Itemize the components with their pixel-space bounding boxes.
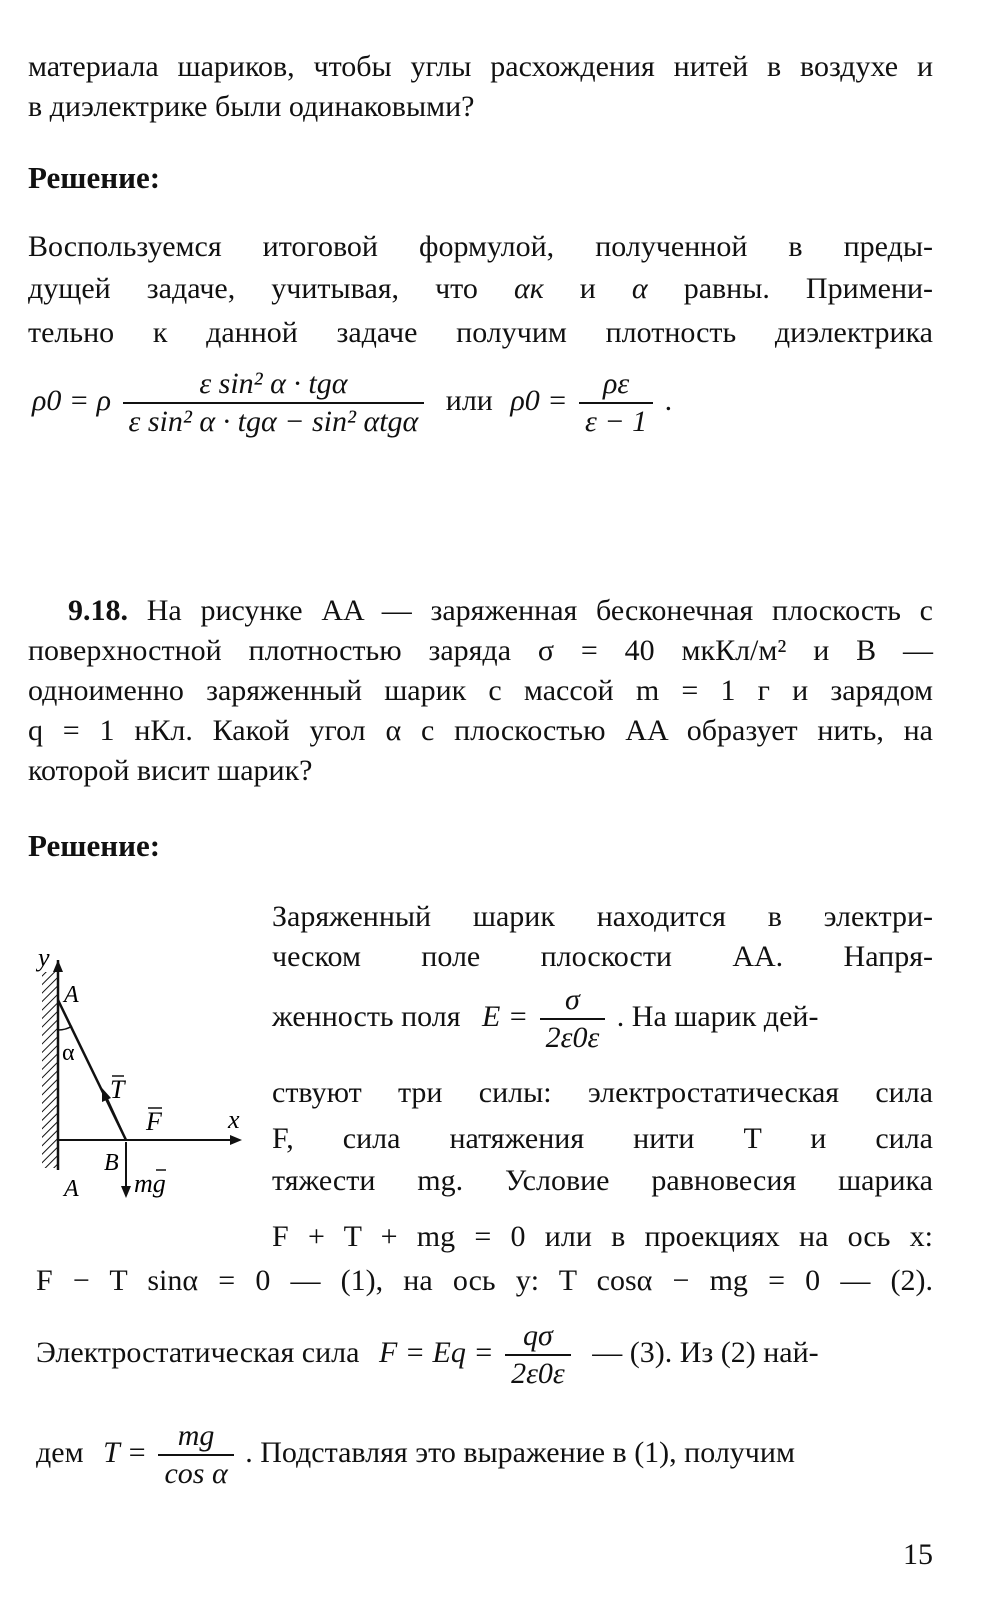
problem-line-5: которой висит шарик? [28, 754, 313, 787]
solution2-line-3: женность поля E = $\frac{\sigma}{2\varepsilon 0\varepsilon}$ . На шарик дей- [272, 983, 819, 1054]
label-a-bottom: A [64, 1176, 79, 1202]
problem-line-3: одноименно заряженный шарик с массой m = 1 г и зарядом [28, 674, 933, 707]
field-fraction: $\frac{\sigma}{2\varepsilon 0\varepsilon}$ [540, 982, 606, 1056]
solution2-line-10: дем T = $\frac{mg}{\text{cos α}}$ . Подставляя это выражение в (1), получим [36, 1419, 795, 1490]
solution2-line-4: ствуют три силы: электростатическая сила [272, 1076, 933, 1109]
problem-line-2: поверхностной плотностью заряда σ = 40 мкКл/м² и B — [28, 634, 933, 667]
intro-line-2: в диэлектрике были одинаковыми? [28, 90, 475, 123]
solution2-line-9: Электростатическая сила F = Eq = $\frac{q\sigma}{2\varepsilon 0\varepsilon}$ — (3). Из (2) най- [36, 1319, 819, 1390]
solution2-line-1: Заряженный шарик находится в электри- [272, 900, 933, 933]
solution-heading-1: Решение: [28, 160, 161, 195]
page-number: 15 [903, 1538, 933, 1571]
solution2-line-5: F, сила натяжения нити T и сила [272, 1122, 933, 1155]
intro-line-1: материала шариков, чтобы углы расхождения нитей в воздухе и [28, 50, 933, 83]
tension-fraction: $\frac{mg}{\text{cos α}}$ [158, 1418, 233, 1492]
solution2-line-8: F − T sinα = 0 — (1), на ось y: T cosα − mg = 0 — (2). [36, 1264, 933, 1297]
x-axis-label: x [228, 1105, 240, 1134]
solution2-line-2: ческом поле плоскости AA. Напря- [272, 940, 933, 973]
density-fraction-short: $\frac{\rho\varepsilon}{\varepsilon - 1}$ [579, 366, 653, 440]
problem-line-1: 9.18. На рисунке AA — заряженная бесконечная плоскость с [68, 594, 933, 627]
density-formula: ρ0 = ρ $\frac{\text{ε sin² α · tgα}}{\text{ε sin² α · tgα − sin² αtgα}}$ или ρ0 = $\frac{\rho\varepsilon}{\varepsilon - 1}$ . [32, 367, 673, 438]
y-axis-label: y [38, 943, 50, 972]
label-f: F [146, 1107, 162, 1136]
problem-number: 9.18. [68, 594, 128, 627]
label-mg: mg [134, 1169, 166, 1198]
solution1-line-2: дущей задаче, учитывая, что αк и α равны. Примени- [28, 272, 934, 305]
force-diagram [28, 930, 268, 1220]
label-alpha: α [62, 1040, 75, 1066]
label-b: B [104, 1150, 119, 1176]
density-fraction: $\frac{\text{ε sin² α · tgα}}{\text{ε sin² α · tgα − sin² αtgα}}$ [123, 366, 425, 440]
charged-plane [42, 972, 58, 1168]
solution1-line-1: Воспользуемся итоговой формулой, полученной в преды- [28, 230, 933, 263]
solution2-line-6: тяжести mg. Условие равновесия шарика [272, 1164, 933, 1197]
label-a-top: A [64, 982, 79, 1008]
problem-line-4: q = 1 нКл. Какой угол α с плоскостью AA образует нить, на [28, 714, 933, 747]
solution-heading-2: Решение: [28, 828, 161, 863]
solution1-line-3: тельно к данной задаче получим плотность диэлектрика [28, 316, 933, 349]
label-t: T [110, 1075, 125, 1104]
force-fraction: $\frac{q\sigma}{2\varepsilon 0\varepsilon}$ [505, 1318, 571, 1392]
solution2-line-7: F + T + mg = 0 или в проекциях на ось x: [272, 1220, 933, 1253]
